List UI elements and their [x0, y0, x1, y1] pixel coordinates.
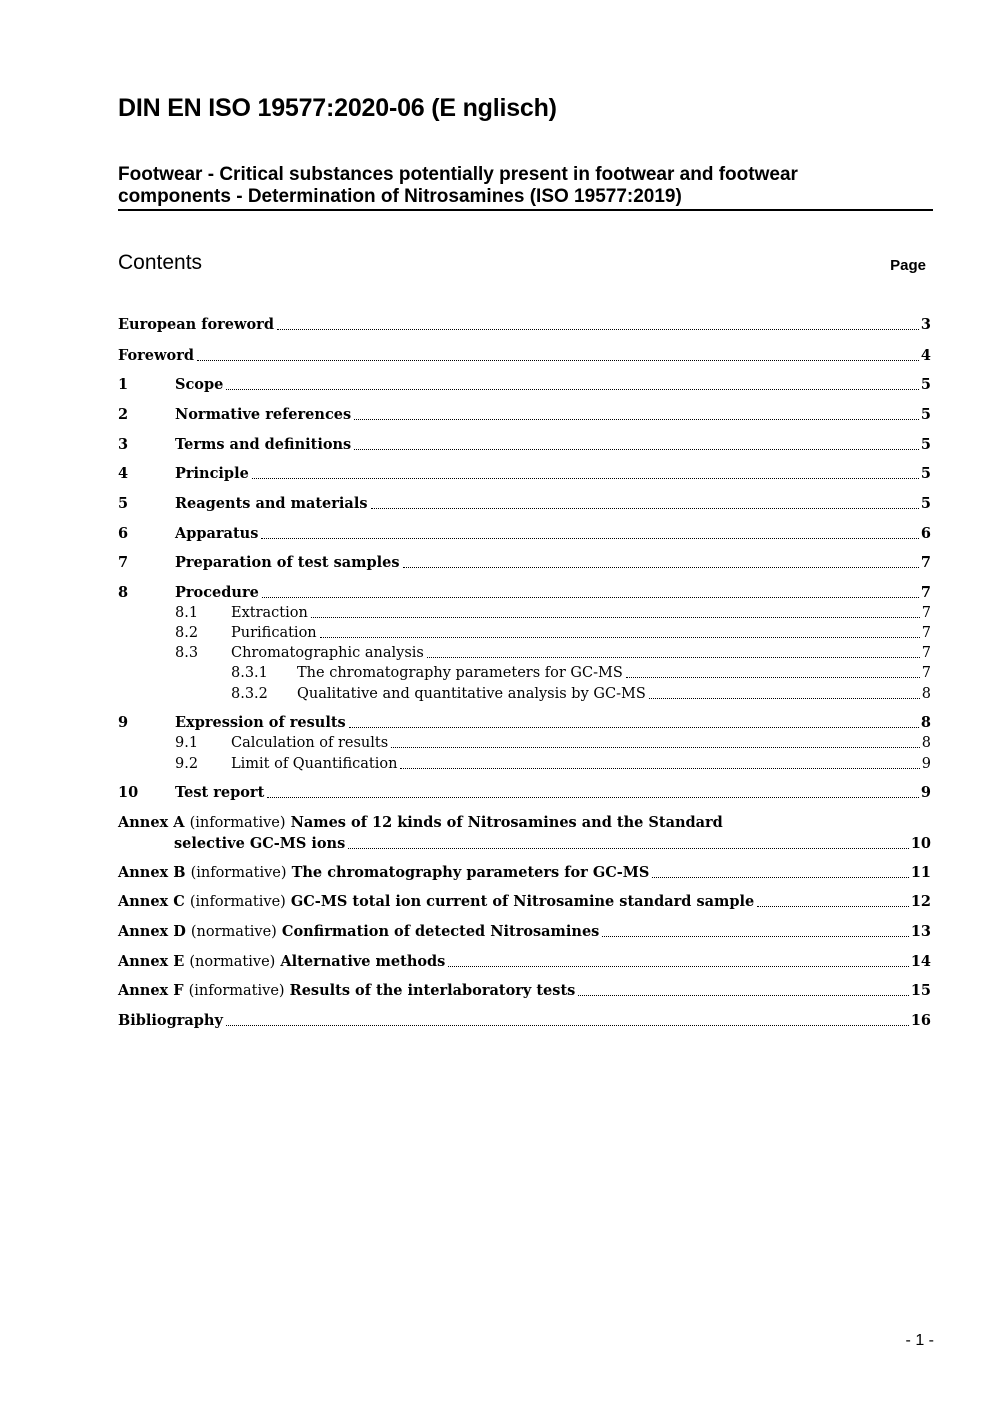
dot-leader [578, 995, 909, 996]
toc-entry-chromatography-parameters[interactable] [118, 663, 931, 683]
toc-label: Test report [175, 784, 265, 801]
page-column-label: Page [890, 257, 926, 274]
toc-section-number: 9.1 [175, 735, 199, 751]
toc-label [118, 892, 754, 912]
dot-leader [354, 449, 919, 450]
dot-leader [348, 848, 909, 849]
annex-prefix: Annex D [118, 923, 186, 940]
toc-label: Reagents and materials [175, 495, 368, 512]
toc-label [118, 981, 575, 1001]
dot-leader [277, 329, 919, 330]
toc-page-number: 5 [920, 465, 931, 482]
toc-label: Normative references [175, 406, 352, 423]
toc-label: Procedure [175, 584, 259, 601]
toc-page-number: 7 [920, 584, 931, 601]
toc-section-number: 5 [118, 495, 129, 512]
toc-page-number: 6 [920, 525, 931, 542]
toc-page-number: 5 [920, 436, 931, 453]
annex-prefix: Annex A [118, 814, 185, 831]
dot-leader [371, 508, 919, 509]
dot-leader [391, 747, 920, 748]
toc-page-number: 4 [920, 347, 931, 364]
toc-page-number: 9 [920, 784, 931, 801]
toc-section-number: 10 [118, 784, 139, 801]
dot-leader [400, 768, 919, 769]
toc-page-number: 5 [920, 376, 931, 393]
annex-title: Names of 12 kinds of Nitrosamines and the Standard [290, 814, 723, 831]
toc-section-number: 8.3 [175, 645, 199, 661]
toc-entry-chromatographic-analysis[interactable] [118, 643, 931, 663]
dot-leader [311, 617, 920, 618]
toc-label: Principle [175, 465, 249, 482]
toc-entry-normative-references[interactable] [118, 405, 931, 425]
toc-section-number: 8.2 [175, 625, 199, 641]
toc-page-number: 8 [920, 714, 931, 731]
annex-prefix: Annex C [118, 893, 185, 910]
toc-entry-annex-b[interactable] [118, 863, 931, 883]
toc-label: Extraction [231, 605, 308, 621]
toc-label: Preparation of test samples [175, 554, 400, 571]
toc-entry-principle[interactable] [118, 464, 931, 484]
toc-entry-limit-of-quantification[interactable] [118, 754, 931, 774]
document-title-line-1: Footwear - Critical substances potentially present in footwear and footwear [118, 164, 798, 185]
annex-title: GC-MS total ion current of Nitrosamine standard sample [290, 893, 755, 910]
annex-title-continued: selective GC-MS ions [174, 835, 346, 852]
toc-entry-procedure[interactable] [118, 583, 931, 603]
toc-label: Bibliography [118, 1012, 223, 1029]
toc-entry-foreword[interactable] [118, 346, 931, 366]
toc-page-number: 14 [910, 953, 931, 970]
toc-section-number: 3 [118, 436, 129, 453]
annex-kind: (normative) [189, 954, 276, 970]
toc-entry-extraction[interactable] [118, 603, 931, 623]
annex-prefix: Annex E [118, 953, 185, 970]
dot-leader [320, 637, 920, 638]
toc-label: Apparatus [175, 525, 259, 542]
dot-leader [197, 360, 919, 361]
toc-label [118, 863, 649, 883]
toc-page-number: 7 [921, 625, 931, 641]
toc-page-number: 8 [921, 735, 931, 751]
dot-leader [427, 657, 920, 658]
annex-kind: (informative) [189, 815, 286, 831]
toc-label: Purification [231, 625, 317, 641]
toc-entry-purification[interactable] [118, 623, 931, 643]
toc-section-number: 2 [118, 406, 129, 423]
toc-entry-terms-and-definitions[interactable] [118, 435, 931, 455]
toc-entry-annex-d[interactable] [118, 922, 931, 942]
toc-entry-test-report[interactable] [118, 783, 931, 803]
toc-entry-annex-a-line-1[interactable] [118, 813, 723, 833]
annex-title: The chromatography parameters for GC-MS [291, 864, 650, 881]
toc-label [118, 952, 445, 972]
toc-page-number: 7 [921, 605, 931, 621]
annex-kind: (informative) [189, 894, 286, 910]
toc-label: The chromatography parameters for GC-MS [297, 665, 623, 681]
toc-entry-preparation-of-test-samples[interactable] [118, 553, 931, 573]
toc-label: Foreword [118, 347, 194, 364]
dot-leader [649, 698, 920, 699]
toc-entry-calculation-of-results[interactable] [118, 733, 931, 753]
annex-kind: (informative) [188, 983, 285, 999]
toc-entry-apparatus[interactable] [118, 524, 931, 544]
toc-entry-annex-f[interactable] [118, 981, 931, 1001]
toc-page-number: 7 [920, 554, 931, 571]
toc-section-number: 7 [118, 554, 129, 571]
document-title-line-2: components - Determination of Nitrosamines (ISO 19577:2019) [118, 186, 682, 207]
dot-leader [349, 727, 919, 728]
toc-entry-expression-of-results[interactable] [118, 713, 931, 733]
annex-title: Confirmation of detected Nitrosamines [281, 923, 600, 940]
toc-page-number: 3 [920, 316, 931, 333]
toc-label [118, 922, 599, 942]
toc-entry-bibliography[interactable] [118, 1011, 931, 1031]
document-title [118, 164, 933, 211]
toc-label: European foreword [118, 316, 274, 333]
toc-label: Terms and definitions [175, 436, 352, 453]
annex-prefix: Annex B [118, 864, 186, 881]
toc-section-number: 8.3.2 [231, 686, 268, 702]
document-identifier: DIN EN ISO 19577:2020-06 (E nglisch) [118, 94, 557, 122]
toc-entry-annex-a[interactable] [118, 834, 931, 854]
toc-page-number: 5 [920, 495, 931, 512]
annex-kind: (normative) [190, 924, 277, 940]
toc-page-number: 8 [921, 686, 931, 702]
toc-entry-annex-e[interactable] [118, 952, 931, 972]
dot-leader [226, 389, 919, 390]
toc-section-number: 8 [118, 584, 129, 601]
toc-label: Chromatographic analysis [231, 645, 424, 661]
toc-entry-reagents-and-materials[interactable] [118, 494, 931, 514]
dot-leader [403, 567, 919, 568]
dot-leader [354, 419, 919, 420]
contents-heading: Contents [118, 251, 203, 274]
toc-section-number: 6 [118, 525, 129, 542]
dot-leader [261, 538, 919, 539]
annex-title: Alternative methods [280, 953, 446, 970]
toc-entry-european-foreword[interactable] [118, 315, 931, 335]
dot-leader [226, 1025, 909, 1026]
toc-section-number: 1 [118, 376, 129, 393]
toc-label: Scope [175, 376, 224, 393]
dot-leader [652, 877, 909, 878]
dot-leader [267, 797, 919, 798]
annex-prefix: Annex F [118, 982, 184, 999]
toc-page-number: 11 [910, 864, 931, 881]
dot-leader [262, 597, 919, 598]
dot-leader [757, 906, 909, 907]
footer-page-number: - 1 - [905, 1332, 934, 1349]
dot-leader [252, 478, 919, 479]
toc-entry-scope[interactable] [118, 375, 931, 395]
toc-label: Calculation of results [231, 735, 389, 751]
toc-section-number: 8.3.1 [231, 665, 268, 681]
toc-page-number: 5 [920, 406, 931, 423]
annex-title: Results of the interlaboratory tests [289, 982, 576, 999]
toc-page-number: 9 [921, 756, 931, 772]
toc-page-number: 7 [921, 645, 931, 661]
toc-section-number: 9.2 [175, 756, 199, 772]
toc-section-number: 8.1 [175, 605, 199, 621]
toc-entry-qualitative-quantitative-analysis[interactable] [118, 684, 931, 704]
dot-leader [448, 966, 908, 967]
toc-label: Limit of Quantification [231, 756, 398, 772]
toc-page-number: 10 [910, 835, 931, 852]
toc-page-number: 13 [910, 923, 931, 940]
toc-page-number: 7 [921, 665, 931, 681]
toc-page-number: 15 [910, 982, 931, 999]
annex-kind: (informative) [190, 865, 287, 881]
toc-section-number: 4 [118, 465, 129, 482]
toc-page-number: 12 [910, 893, 931, 910]
toc-entry-annex-c[interactable] [118, 892, 931, 912]
toc-page-number: 16 [910, 1012, 931, 1029]
toc-label: Expression of results [175, 714, 346, 731]
dot-leader [626, 677, 920, 678]
toc-label: Qualitative and quantitative analysis by GC-MS [297, 686, 646, 702]
toc-section-number: 9 [118, 714, 129, 731]
dot-leader [602, 936, 908, 937]
